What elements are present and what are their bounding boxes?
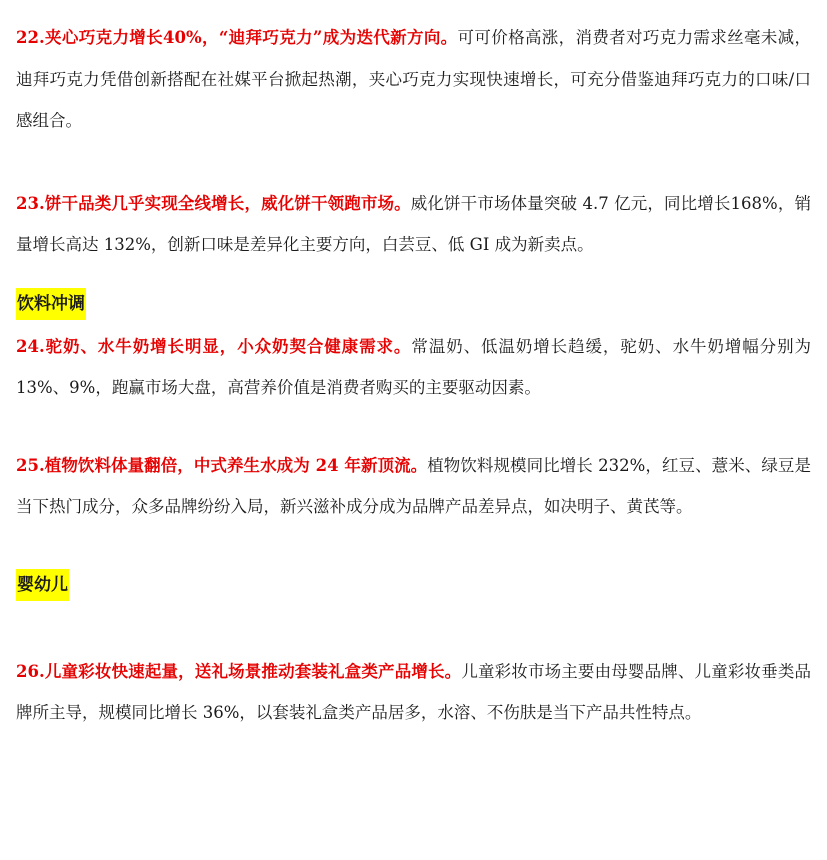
paragraph-24-headline: 24.驼奶、水牛奶增长明显，小众奶契合健康需求。 bbox=[16, 336, 412, 356]
section-heading-infants-wrap bbox=[16, 569, 811, 601]
paragraph-22 bbox=[16, 17, 811, 142]
paragraph-24 bbox=[16, 326, 811, 409]
section-heading-beverages: 饮料冲调 bbox=[16, 288, 86, 320]
section-heading-beverages-wrap bbox=[16, 288, 811, 320]
document-page bbox=[16, 17, 811, 734]
paragraph-22-headline: 22.夹心巧克力增长40%，“迪拜巧克力”成为迭代新方向。 bbox=[16, 28, 458, 47]
paragraph-23 bbox=[16, 183, 811, 266]
section-heading-infants: 婴幼儿 bbox=[16, 569, 69, 601]
paragraph-24-body: 常温奶、低温奶增长趋缓，驼奶、水牛奶增幅分别为 13%、9%，跑赢市场大盘，高营养价值是消费者购买的主要驱动因素。 bbox=[16, 336, 812, 397]
paragraph-22-body: 可可价格高涨，消费者对巧克力需求丝毫未减，迪拜巧克力凭借创新搭配在社媒平台掀起热潮，夹心巧克力实现快速增长，可充分借鉴迪拜巧克力的口味/口感组合。 bbox=[16, 28, 812, 130]
paragraph-25-body: 植物饮料规模同比增长 232%，红豆、薏米、绿豆是当下热门成分，众多品牌纷纷入局，新兴滋补成分成为品牌产品差异点，如决明子、黄芪等。 bbox=[16, 455, 811, 516]
paragraph-26 bbox=[16, 651, 811, 734]
paragraph-26-body: 儿童彩妆市场主要由母婴品牌、儿童彩妆垂类品牌所主导，规模同比增长 36%，以套装礼盒类产品居多，水溶、不伤肤是当下产品共性特点。 bbox=[16, 661, 811, 722]
paragraph-25 bbox=[16, 445, 811, 528]
paragraph-23-headline: 23.饼干品类几乎实现全线增长，威化饼干领跑市场。 bbox=[16, 193, 411, 213]
paragraph-23-body: 威化饼干市场体量突破 4.7 亿元，同比增长168%，销量增长高达 132%，创新口味是差异化主要方向，白芸豆、低 GI 成为新卖点。 bbox=[16, 193, 811, 254]
paragraph-26-headline: 26.儿童彩妆快速起量，送礼场景推动套装礼盒类产品增长。 bbox=[16, 661, 462, 681]
paragraph-25-headline: 25.植物饮料体量翻倍，中式养生水成为 24 年新顶流。 bbox=[16, 455, 428, 475]
